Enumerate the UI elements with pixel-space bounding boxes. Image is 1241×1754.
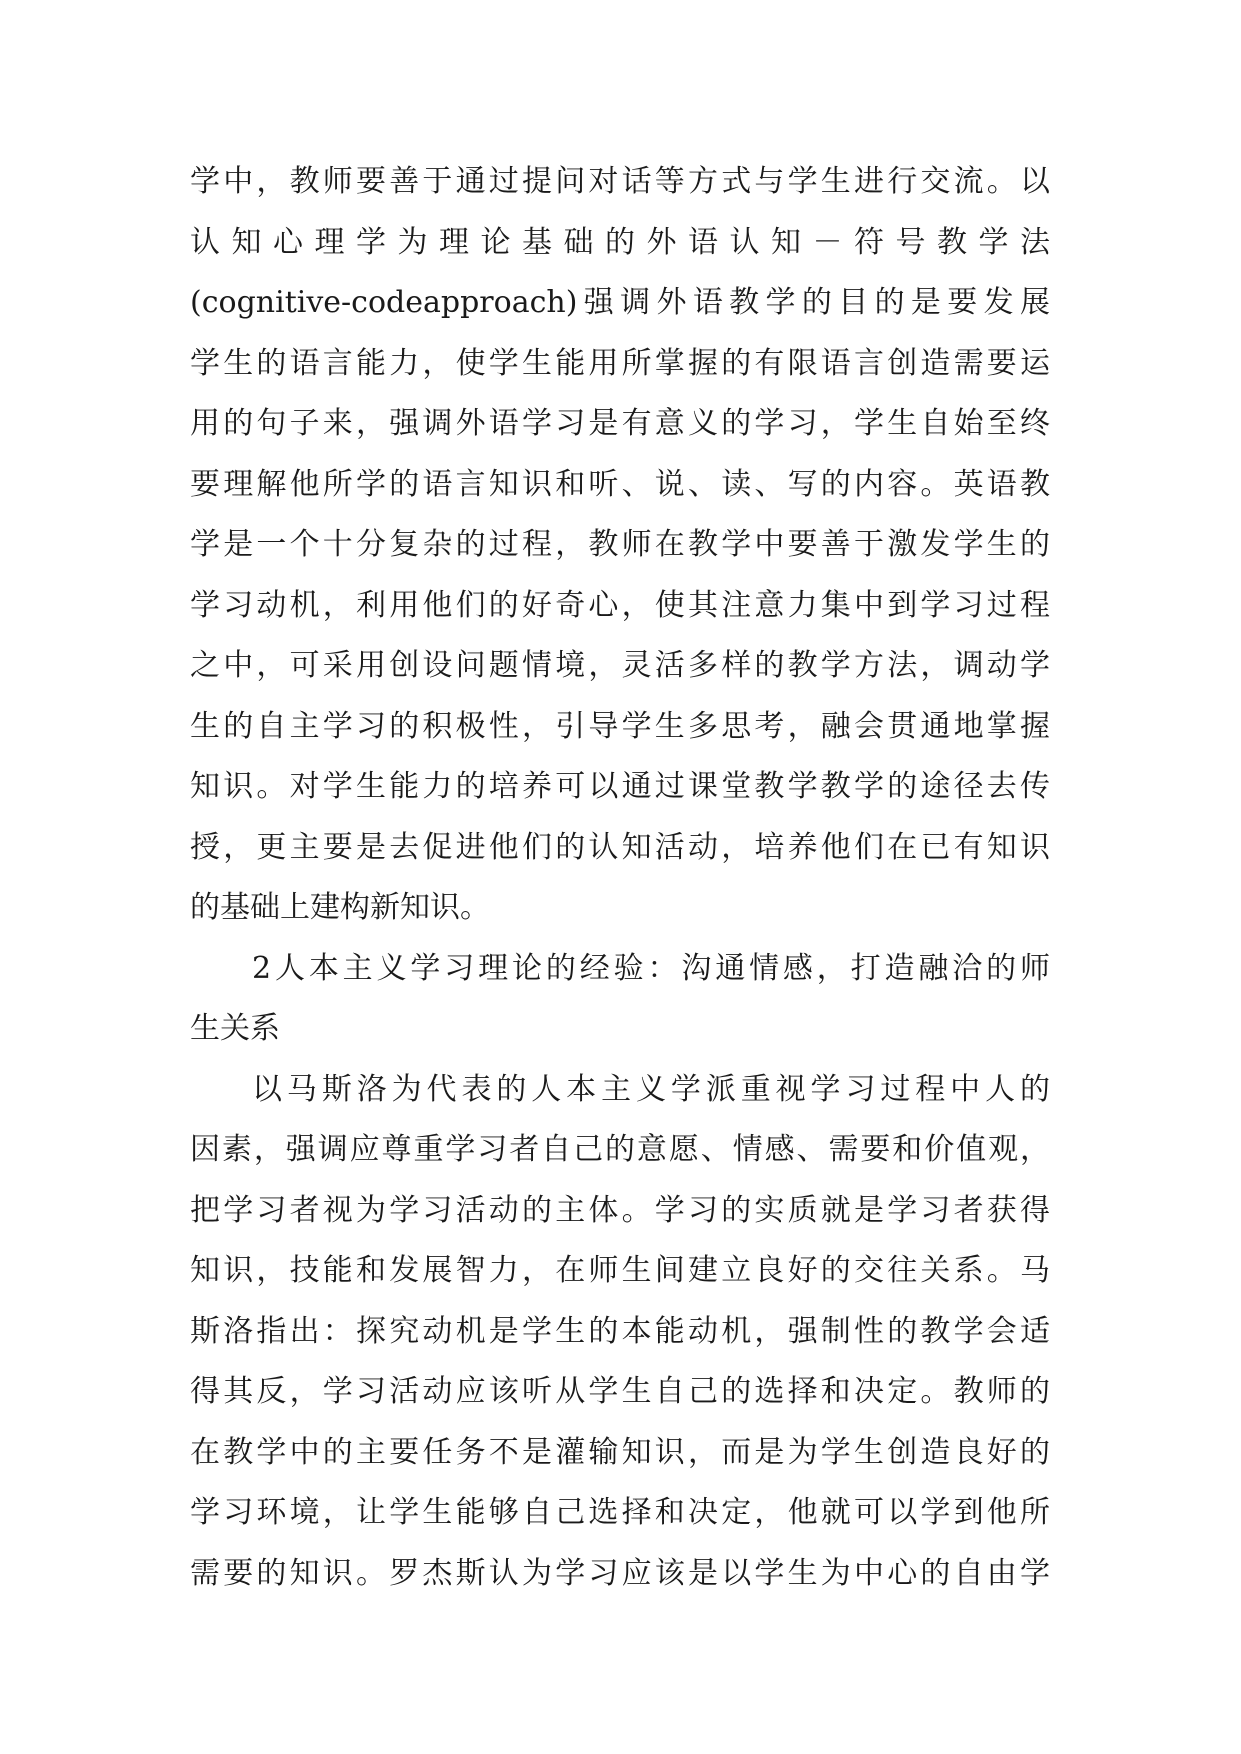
text-line: 生的自主学习的积极性，引导学生多思考，融会贯通地掌握	[190, 708, 1050, 744]
text-line: 学习环境，让学生能够自己选择和决定，他就可以学到他所	[190, 1495, 1050, 1530]
section-heading-continued: 生关系	[190, 1011, 280, 1046]
text-line: 授，更主要是去促进他们的认知活动，培养他们在已有知识	[190, 829, 1050, 865]
text-line: 要理解他所学的语言知识和听、说、读、写的内容。英语教	[190, 466, 1050, 502]
text-line: 学是一个十分复杂的过程，教师在教学中要善于激发学生的	[190, 527, 1050, 562]
text-line: 在教学中的主要任务不是灌输知识，而是为学生创造良好的	[190, 1434, 1050, 1470]
text-line: 把学习者视为学习活动的主体。学习的实质就是学习者获得	[190, 1192, 1050, 1228]
text-line: 学中，教师要善于通过提问对话等方式与学生进行交流。以	[190, 164, 1050, 199]
text-line: 知识。对学生能力的培养可以通过课堂教学教学的途径去传	[190, 769, 1050, 804]
text-line: 的基础上建构新知识。	[190, 890, 490, 925]
text-line: 认知心理学为理论基础的外语认知－符号教学法	[190, 224, 1050, 260]
text-line: 因素，强调应尊重学习者自己的意愿、情感、需要和价值观，	[190, 1132, 1050, 1167]
text-line: 之中，可采用创设问题情境，灵活多样的教学方法，调动学	[190, 648, 1050, 683]
text-line: 得其反，学习活动应该听从学生自己的选择和决定。教师的	[190, 1374, 1050, 1409]
text-line: 学习动机，利用他们的好奇心，使其注意力集中到学习过程	[190, 587, 1050, 623]
body-text	[190, 152, 1050, 1604]
text-line: 用的句子来，强调外语学习是有意义的学习，学生自始至终	[190, 406, 1050, 441]
text-line: 斯洛指出：探究动机是学生的本能动机，强制性的教学会适	[190, 1313, 1050, 1349]
text-line: 以马斯洛为代表的人本主义学派重视学习过程中人的	[252, 1071, 1050, 1107]
text-line: 知识，技能和发展智力，在师生间建立良好的交往关系。马	[190, 1253, 1050, 1288]
text-line: (cognitive-codeapproach)强调外语教学的目的是要发展	[190, 285, 1050, 320]
text-line: 学生的语言能力，使学生能用所掌握的有限语言创造需要运	[190, 345, 1050, 381]
text-line: 需要的知识。罗杰斯认为学习应该是以学生为中心的自由学	[190, 1555, 1050, 1591]
section-heading: 2人本主义学习理论的经验：沟通情感，打造融洽的师	[252, 950, 1050, 986]
